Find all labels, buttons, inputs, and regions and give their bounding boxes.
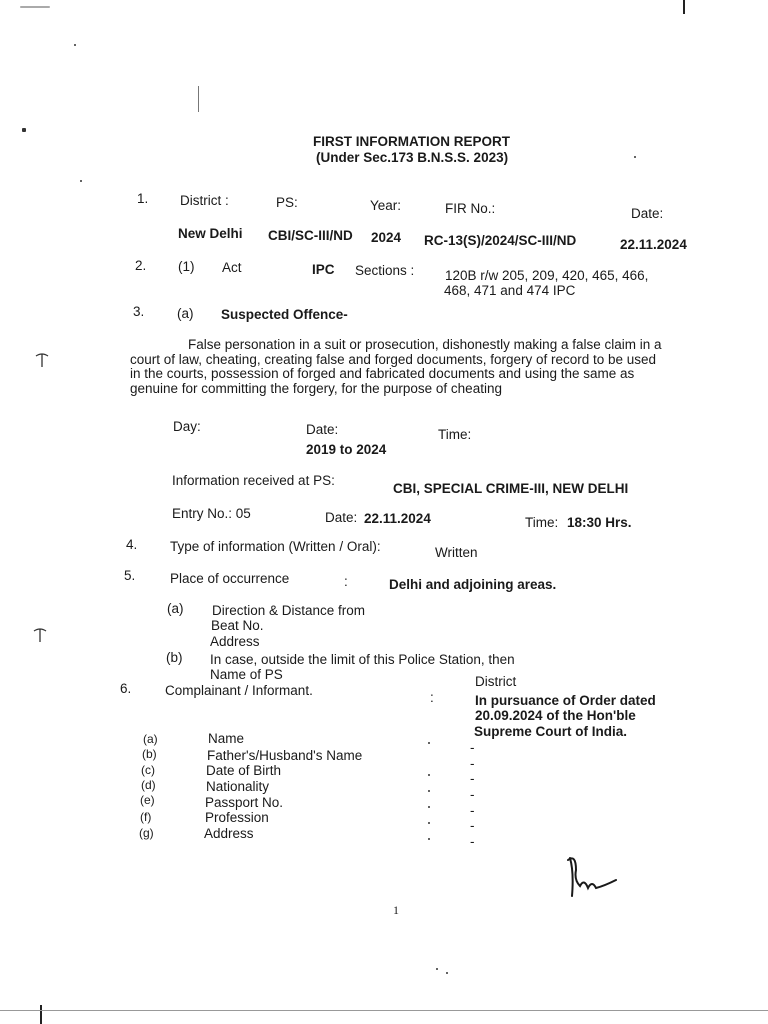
subsection-number: (a)	[177, 306, 194, 321]
suspected-offence-label: Suspected Offence-	[221, 307, 348, 322]
item-label: Profession	[205, 810, 269, 825]
scan-speck	[20, 6, 50, 8]
scan-speck	[428, 742, 430, 744]
date-label: Date:	[306, 422, 339, 437]
item-label: Passport No.	[205, 795, 284, 810]
item-key: (a)	[143, 732, 158, 746]
item-label: Date of Birth	[206, 763, 282, 778]
scan-speck	[634, 156, 636, 158]
description-line: in the courts, possession of forged and fabricated documents and using the same as	[130, 366, 635, 381]
year-label: Year:	[370, 198, 402, 213]
name-of-ps-label: Name of PS	[210, 667, 283, 682]
entry-time-label: Time:	[525, 515, 559, 530]
item-value: -	[470, 787, 475, 802]
section-number: 3.	[133, 304, 145, 319]
signature-icon	[562, 852, 622, 902]
item-label: Father's/Husband's Name	[207, 748, 363, 763]
item-key: (d)	[141, 778, 156, 792]
colon: :	[430, 690, 434, 705]
beat-no-label: Beat No.	[211, 618, 264, 633]
margin-mark-icon	[34, 352, 50, 368]
complainant-value-line: Supreme Court of India.	[474, 724, 628, 739]
item-key: (b)	[142, 747, 157, 761]
sections-value-line: 120B r/w 205, 209, 420, 465, 466,	[445, 268, 649, 283]
item-key: (e)	[140, 793, 155, 807]
scan-speck	[446, 972, 448, 974]
subsection-label: (b)	[166, 650, 183, 665]
scan-mark	[40, 1005, 42, 1024]
section-number: 2.	[135, 258, 147, 273]
item-value: -	[470, 818, 475, 833]
item-key: (c)	[141, 763, 155, 777]
item-value: -	[470, 756, 475, 771]
scan-speck	[428, 806, 430, 808]
scan-speck	[428, 838, 430, 840]
item-value: -	[470, 740, 475, 755]
entry-no-label: Entry No.: 05	[172, 506, 251, 521]
scan-mark	[683, 0, 685, 14]
place-label: Place of occurrence	[170, 571, 290, 586]
document-title: FIRST INFORMATION REPORT	[313, 134, 510, 149]
day-label: Day:	[173, 419, 201, 434]
district-label: District :	[180, 193, 229, 208]
colon: :	[344, 574, 348, 589]
fir-no-label: FIR No.:	[445, 201, 496, 216]
scan-speck	[428, 822, 430, 824]
subsection-number: (1)	[178, 259, 195, 274]
info-received-label: Information received at PS:	[172, 473, 335, 488]
address-label: Address	[210, 634, 260, 649]
item-value: -	[470, 834, 475, 849]
complainant-value-line: In pursuance of Order dated	[475, 693, 656, 708]
sections-value-line: 468, 471 and 474 IPC	[444, 283, 576, 298]
entry-date-label: Date:	[325, 510, 358, 525]
offence-description	[130, 338, 710, 396]
page-number: 1	[393, 903, 399, 917]
info-type-label: Type of information (Written / Oral):	[170, 539, 381, 554]
act-value: IPC	[312, 262, 335, 277]
district-value: New Delhi	[178, 226, 243, 241]
description-line: court of law, cheating, creating false and forged documents, forgery of record to be used	[130, 351, 657, 367]
section-number: 4.	[126, 537, 138, 552]
entry-time-value: 18:30 Hrs.	[567, 515, 632, 530]
scan-speck	[74, 44, 76, 46]
offence-date-value: 2019 to 2024	[306, 442, 387, 457]
year-value: 2024	[371, 230, 402, 245]
scan-speck	[80, 180, 82, 182]
direction-label: Direction & Distance from	[212, 603, 366, 618]
subsection-label: (a)	[167, 601, 184, 616]
outside-limit-label: In case, outside the limit of this Police Station, then	[210, 652, 515, 667]
scan-speck	[428, 774, 430, 776]
date-label: Date:	[631, 206, 664, 221]
scan-speck	[22, 128, 26, 132]
section-number: 5.	[124, 568, 136, 583]
document-subtitle: (Under Sec.173 B.N.S.S. 2023)	[316, 150, 509, 165]
section-number: 6.	[120, 681, 132, 696]
fir-no-value: RC-13(S)/2024/SC-III/ND	[424, 233, 577, 248]
scan-mark	[0, 1010, 768, 1011]
sections-label: Sections :	[355, 263, 415, 278]
item-label: Address	[204, 826, 254, 841]
item-label: Nationality	[206, 779, 270, 794]
section-number: 1.	[137, 191, 149, 206]
margin-mark-icon	[32, 627, 48, 643]
description-line: genuine for committing the forgery, for the purpose of cheating	[130, 380, 502, 396]
description-line: False personation in a suit or prosecution, dishonestly making a false claim in a	[188, 337, 662, 352]
complainant-value-line: 20.09.2024 of the Hon'ble	[475, 708, 636, 723]
scan-speck	[436, 968, 438, 970]
scan-mark	[198, 86, 199, 112]
ps-label: PS:	[276, 195, 298, 210]
item-key: (f)	[140, 810, 152, 824]
ps-value: CBI/SC-III/ND	[268, 228, 353, 243]
item-value: -	[470, 803, 475, 818]
info-received-value: CBI, SPECIAL CRIME-III, NEW DELHI	[393, 481, 629, 496]
act-label: Act	[222, 260, 242, 275]
info-type-value: Written	[435, 545, 478, 560]
place-value: Delhi and adjoining areas.	[389, 577, 557, 592]
item-label: Name	[208, 731, 245, 746]
date-value: 22.11.2024	[620, 237, 687, 252]
scan-speck	[428, 790, 430, 792]
complainant-label: Complainant / Informant.	[165, 683, 313, 698]
item-key: (g)	[139, 826, 154, 840]
district-label: District	[475, 674, 517, 689]
time-label: Time:	[438, 427, 472, 442]
entry-date-value: 22.11.2024	[364, 511, 431, 526]
item-value: -	[470, 771, 475, 786]
